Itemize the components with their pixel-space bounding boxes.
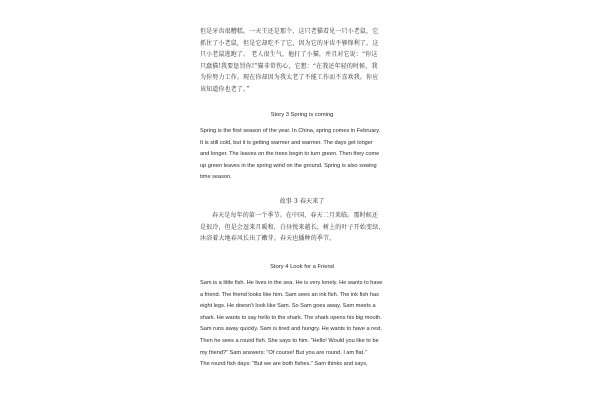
en-line: Sam is a little fish. He lives in the sea. He is very lonely. He wants to have (200, 280, 383, 286)
en-line: The round fish days: “But we are both fishes.” Sam thinks and says, (200, 361, 368, 368)
en-line: time season. (200, 174, 232, 181)
en-line: eight legs. He doesn’t look like Sam. So Sam goes away. Sam meets a (200, 303, 376, 310)
zh-line: 沐浴着大地春风长出了嫩芽。春天也播种的季节。 (200, 235, 336, 242)
story4-title-block (200, 264, 404, 270)
story4-body-en (200, 278, 404, 371)
zh-line: 是很冷，但是会逗来月暖和，白昼悦来越长，树上的叶子开始变绿， (200, 223, 385, 231)
zh-line: 春天是每年的第一个季节。在中国，春天二月来临。那时候还 (212, 212, 379, 219)
story2-tail-paragraph (200, 26, 404, 95)
story3-title-block (200, 112, 404, 118)
zh-line: 只蠢猫!我要惩罚你!”猫非常伤心，它想：“在我还年轻的时候，我 (200, 62, 378, 70)
en-line: my friend?” Sam answers: “Of course! But you are round. I am flat.” (200, 349, 367, 356)
story3-body-zh (200, 210, 404, 245)
en-line: Spring is the first season of the year. In China, spring comes in February. (200, 128, 381, 134)
zh-line: 为你努力工作。现在你却因为我太老了不能工作而不喜欢我。你应 (200, 74, 379, 81)
en-line: up green leaves in the spring wind on the ground. Spring is also sowing (200, 162, 377, 169)
story3-title-zh: 故事 3 春天来了 (279, 198, 325, 205)
en-line: Then he sees a round fish. She says to him. “Hello! Would you like to be (200, 337, 379, 344)
document-page (200, 0, 404, 400)
zh-line: 只小老鼠逃跑了。 老人很生气，他打了小猫，并且对它说：“你这 (200, 51, 378, 58)
story3-body-en (200, 126, 404, 184)
en-line: a friend. The friend looks like him. Sam sees an ink fish. The ink fish has (200, 291, 379, 298)
zh-line: 但是牙齿很糟糕。一天王还是那个，这只老猫看见一只小老鼠，它 (200, 28, 379, 35)
en-line: shark. He wants to say hello to the shark. The shark opens his big mouth. (200, 314, 382, 321)
story4-title-en: Story 4 Look for a Friend (270, 264, 334, 270)
story3-title-zh-block (200, 196, 404, 205)
zh-line: 抓住了小老鼠，但是它却吃不了它，因为它的牙齿不够锋利了。这 (200, 39, 379, 47)
en-line: Sam runs away quickly. Sam is tired and hungry. He wants to have a rest. (200, 326, 382, 333)
en-line: and longer. The leaves on the trees begin to turn green. Then they come (200, 151, 380, 158)
en-line: It is still cold, but it is getting warmer and warmer. The days get longer (200, 139, 373, 146)
story3-title-en: Story 3 Spring is coming (270, 112, 334, 118)
zh-line: 该知道你也老了。” (200, 85, 250, 93)
